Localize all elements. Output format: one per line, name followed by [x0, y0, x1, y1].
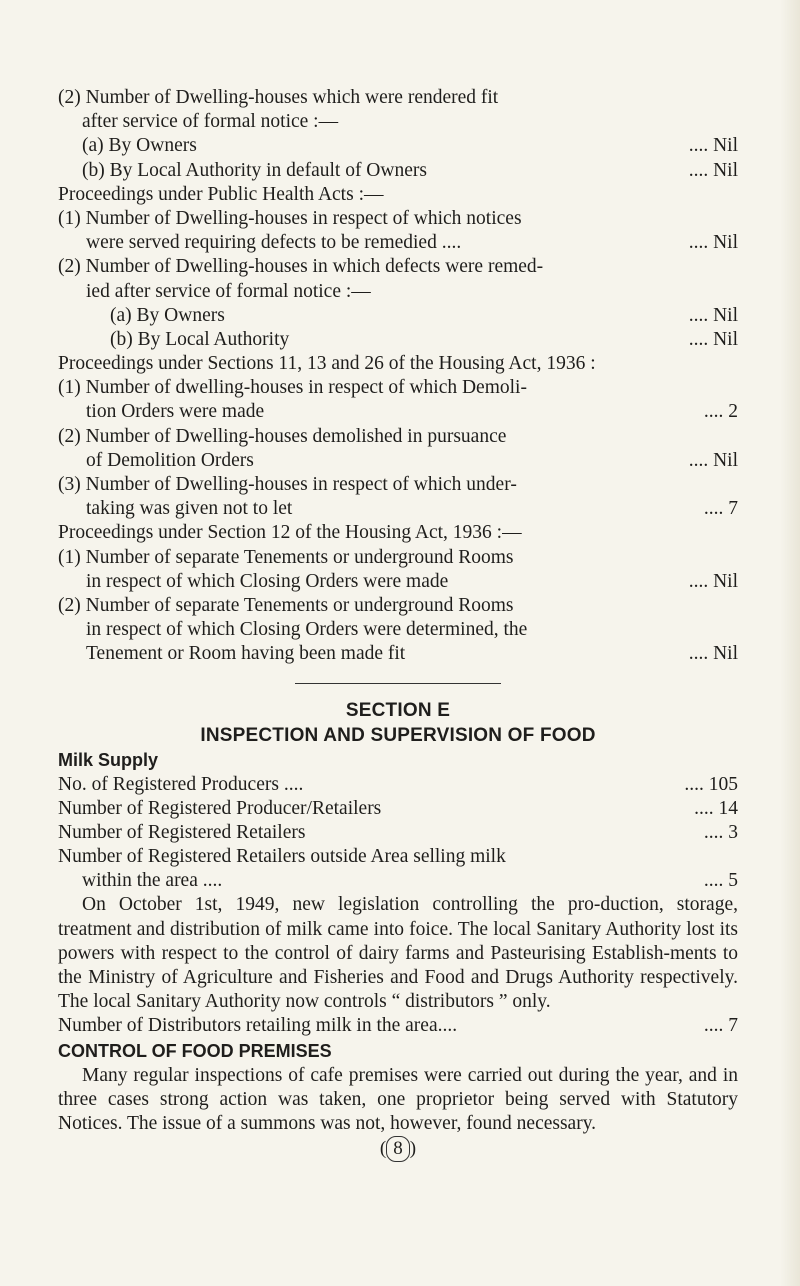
text-line: Proceedings under Sections 11, 13 and 26 of the Housing Act, 1936 :	[58, 353, 596, 375]
text-line: ied after service of formal notice :—	[86, 280, 371, 302]
food-premises-paragraph: Many regular inspections of cafe premises were carried out during the year, and in three cases strong action was taken, one proprietor being served with Statutory Notices. The issue of a summons was not, however, found necessary.	[58, 1064, 738, 1135]
distributors-line: Number of Distributors retailing milk in the area.... .... 7	[58, 1015, 738, 1037]
text-line: were served requiring defects to be remedied .... .... Nil	[58, 231, 738, 255]
line-value: .... 7	[703, 498, 738, 520]
text-line: (a) By Owners .... Nil	[58, 304, 738, 328]
section-title: SECTION E	[345, 699, 451, 721]
text-line: No. of Registered Producers .... .... 105	[58, 773, 738, 797]
text-line: (1) Number of Dwelling-houses in respect of which notices	[58, 207, 522, 229]
line-value: .... 5	[703, 870, 738, 892]
line-value: .... 3	[703, 821, 738, 843]
text-line: (a) By Owners .... Nil	[58, 134, 738, 158]
text-line: Tenement or Room having been made fit .... Nil	[58, 642, 738, 666]
housing-proceedings	[58, 86, 738, 667]
document-page	[58, 86, 738, 1162]
line-value: .... Nil	[688, 570, 738, 592]
line-value: .... Nil	[688, 449, 738, 471]
text-line: in respect of which Closing Orders were determined, the	[86, 619, 528, 641]
text-line: (1) Number of dwelling-houses in respect of which Demoli-	[58, 377, 527, 399]
text-line: (2) Number of Dwelling-houses demolished in pursuance	[58, 425, 507, 447]
line-value: .... Nil	[688, 232, 738, 254]
text-line: (b) By Local Authority in default of Owners .... Nil	[58, 159, 738, 183]
line-value: .... 14	[694, 797, 738, 819]
text-line: (1) Number of separate Tenements or underground Rooms	[58, 546, 514, 568]
food-premises-heading: CONTROL OF FOOD PREMISES	[58, 1040, 332, 1061]
text-line: Number of Registered Producer/Retailers .... 14	[58, 797, 738, 821]
line-value: .... Nil	[688, 304, 738, 326]
line-value: .... Nil	[688, 135, 738, 157]
text-line: taking was given not to let .... 7	[58, 497, 738, 521]
page-number: ( 8 )	[58, 1136, 738, 1162]
text-line: tion Orders were made .... 2	[58, 400, 738, 424]
text-line: Proceedings under Public Health Acts :—	[58, 183, 384, 205]
text-line: Number of Registered Retailers outside Area selling milk	[58, 846, 506, 868]
text-line: after service of formal notice :—	[82, 111, 339, 133]
line-value: .... Nil	[688, 328, 738, 350]
text-line: (2) Number of Dwelling-houses which were rendered fit	[58, 87, 499, 108]
milk-supply-list	[58, 773, 738, 894]
text-line: (2) Number of Dwelling-houses in which defects were remed-	[58, 256, 544, 278]
text-line: in respect of which Closing Orders were made .... Nil	[58, 570, 738, 594]
text-line: of Demolition Orders .... Nil	[58, 449, 738, 473]
page-edge-shadow	[780, 0, 800, 1286]
text-line: (2) Number of separate Tenements or underground Rooms	[58, 594, 514, 616]
text-line: Proceedings under Section 12 of the Housing Act, 1936 :—	[58, 522, 522, 544]
line-value: .... 105	[684, 773, 738, 795]
text-line: within the area .... .... 5	[58, 869, 738, 893]
line-value: .... 2	[703, 401, 738, 423]
milk-supply-heading: Milk Supply	[58, 749, 159, 770]
line-value: .... Nil	[688, 643, 738, 665]
milk-legislation-paragraph: On October 1st, 1949, new legislation controlling the pro-duction, storage, treatment and distribution of milk came into foice. The local Sanitary Authority lost its powers with respect to the control of dairy farms and Pasteurising Establish-ments to the Ministry of Agriculture and Fisheries and Food and Drugs Authority respectively. The local Sanitary Authority now controls “ distributors ” only.	[58, 894, 738, 1013]
section-divider	[295, 683, 501, 684]
text-line: Number of Registered Retailers .... 3	[58, 821, 738, 845]
line-value: .... Nil	[688, 159, 738, 181]
text-line: (3) Number of Dwelling-houses in respect of which under-	[58, 474, 517, 495]
text-line: (b) By Local Authority .... Nil	[58, 328, 738, 352]
section-subtitle: INSPECTION AND SUPERVISION OF FOOD	[200, 724, 596, 746]
